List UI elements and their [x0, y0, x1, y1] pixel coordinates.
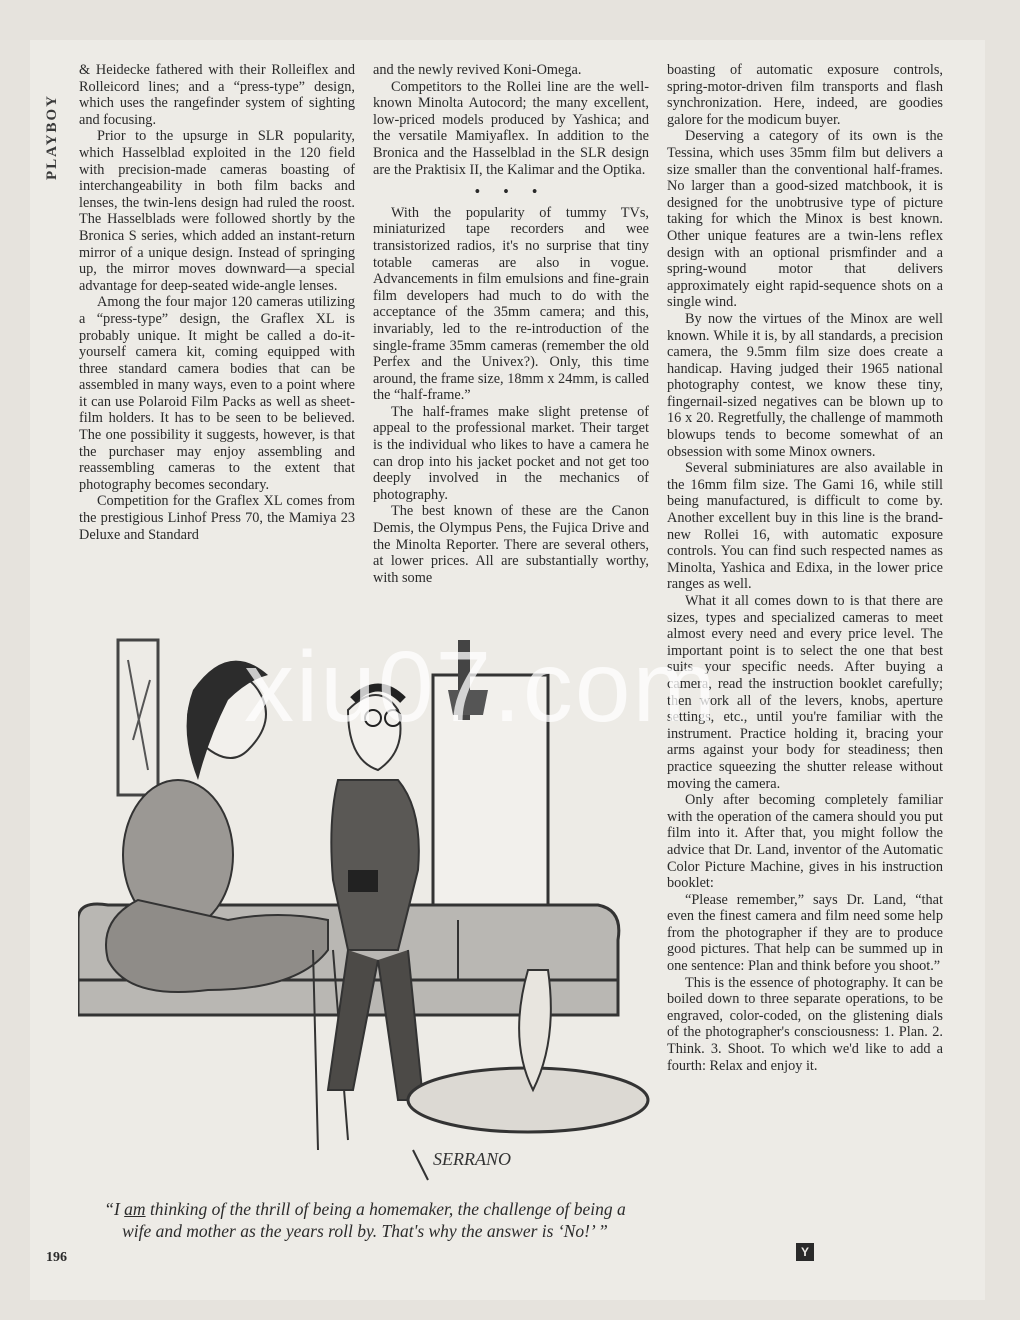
caption-part: “I	[104, 1199, 125, 1219]
paragraph: Among the four major 120 cameras utilizing a “press-type” design, the Graflex XL is probably unique. It might be called a do-it-yourself camera kit, coming equipped with three standard camera bodies that can be assembled in many ways, even to a point where it can use Polaroid Film Packs as well as sheet-film holders. It has to be seen to be believed. The one possibility it suggests, however, is that the purchaser may enjoy assembling and reassembling cameras to the extent that photography becomes secondary.	[79, 294, 355, 493]
masthead: PLAYBOY	[44, 94, 60, 180]
section-break: • • •	[474, 184, 548, 201]
wall-frame	[433, 675, 548, 935]
paragraph: With the popularity of tummy TVs, miniaturized tape recorders and wee transistorized radios, it's no surprise that tiny totable cameras are also in vogue. Advancements in film emulsions and fine-grain film developers had much to do with the acceptance of the 35mm camera; and this, invariably, led to the re-introduction of the single-frame 35mm cameras (remember the old Perfex and the Univex?). Only, this time around, the frame size, 18mm x 24mm, is called the “half-frame.”	[373, 204, 649, 404]
paragraph: Several subminiatures are also available in the 16mm film size. The Gami 16, while still being manufactured, is difficult to come by. Another excellent buy in this line is the brand-new Rollei 16, with automatic exposure controls. You can find such respected names as Minolta, Yashica and Edixa, in the lower price ranges as well.	[667, 460, 943, 593]
camera	[348, 870, 378, 892]
caption-emphasis: am	[124, 1199, 146, 1219]
artist-signature: SERRANO	[433, 1149, 511, 1169]
paragraph: Only after becoming completely familiar with the operation of the camera should you put film into it. After that, you might follow the advice that Dr. Land, inventor of the Automatic Color Picture Machine, gives in his instruction booklet:	[667, 792, 943, 892]
paragraph: Competitors to the Rollei line are the well-known Minolta Autocord; the many excellent, low-priced models produced by Yashica; and the versatile Mamiyaflex. In addition to the Bronica and the Hasselblad in the SLR design are the Praktisix II, the Kalimar and the Optika.	[373, 78, 649, 178]
page-number: 196	[46, 1250, 67, 1265]
text-column-3	[667, 62, 943, 1074]
rabbit-end-mark-icon: Y	[796, 1243, 814, 1261]
cartoon-caption	[100, 1198, 630, 1242]
paragraph: By now the virtues of the Minox are well known. While it is, by all standards, a precision camera, the 9.5mm film size does create a handicap. Having judged their 1965 national photography contest, we know these tiny, fingernail-sized negatives can be blown up to 16 x 20. Regretfully, the challenge of mammoth blowups tends to become somewhat of an obsession with some Minox owners.	[667, 310, 943, 460]
paragraph: This is the essence of photography. It can be boiled down to three separate operations, to be engraved, color-coded, on the glistening dials of the photographer's consciousness: 1. Plan. 2. Think. 3. Shoot. To which we'd like to add a fourth: Relax and enjoy it.	[667, 974, 943, 1074]
paragraph: The best known of these are the Canon Demis, the Olympus Pens, the Fujica Drive and the Minolta Reporter. There are several others, at lower prices. All are substantially worthy, with some	[373, 503, 649, 586]
paragraph: Prior to the upsurge in SLR popularity, which Hasselblad exploited in the 120 field with precision-made cameras boasting of interchangeability in both film backs and lenses, the twin-lens design had ruled the roost. The Hasselblads were followed shortly by the Bronica S series, which added an instant-return mirror of a unique design. Instead of springing up, the mirror moves downward—a special advantage for deep-seated wide-angle lenses.	[79, 128, 355, 294]
cartoon-illustration	[78, 620, 653, 1195]
paragraph: Competition for the Graflex XL comes from the prestigious Linhof Press 70, the Mamiya 23 Deluxe and Standard	[79, 493, 355, 543]
paragraph: “Please remember,” says Dr. Land, “that even the finest camera and film need some help from the photographer if they are to produce good pictures. That help can be summed up in one sentence: Plan and think before you shoot.”	[667, 891, 943, 975]
paragraph: boasting of automatic exposure controls, spring-motor-driven film transports and flash synchronization. Here, indeed, are goodies galore for the modicum buyer.	[667, 62, 943, 128]
paragraph: and the newly revived Koni-Omega.	[373, 62, 582, 78]
man-figure	[348, 695, 401, 770]
caption-part: thinking of the thrill of being a homemaker, the challenge of being a wife and mother as the years roll by. That's why the answer is ‘No!’ ”	[122, 1199, 626, 1241]
paragraph: Deserving a category of its own is the Tessina, which uses 35mm film but delivers a size smaller than the conventional half-frames. No larger than a good-sized matchbook, it is designed for the unobtrusive type of picture taking for which the Minox is best known. Other unique features are a twin-lens reflex design with an optional prismfinder and a spring-wound motor that delivers approximately eight rapid-sequence shots on a single wind.	[667, 128, 943, 311]
paragraph: The half-frames make slight pretense of appeal to the professional market. Their target is the individual who likes to have a camera he can drop into his jacket pocket and not get too deeply involved in the mechanics of photography.	[373, 403, 649, 503]
text-column-2	[373, 62, 649, 586]
paragraph: & Heidecke fathered with their Rolleiflex and Rolleicord lines; and a “press-type” design, which uses the rangefinder system of sighting and focusing.	[79, 62, 355, 128]
paragraph: What it all comes down to is that there are sizes, types and specialized cameras to meet almost every need and every price level. The important point is to select the one that best suits your specific needs. After buying a camera, read the instruction booklet carefully; then work all of the levers, knobs, aperture settings, etc., until you're familiar with the instrument. Practice holding it, bracing your arms against your body for steadiness; then practice squeezing the shutter release without moving the camera.	[667, 593, 943, 792]
watermark: xiu07.com	[244, 631, 718, 743]
text-column-1	[79, 62, 355, 543]
